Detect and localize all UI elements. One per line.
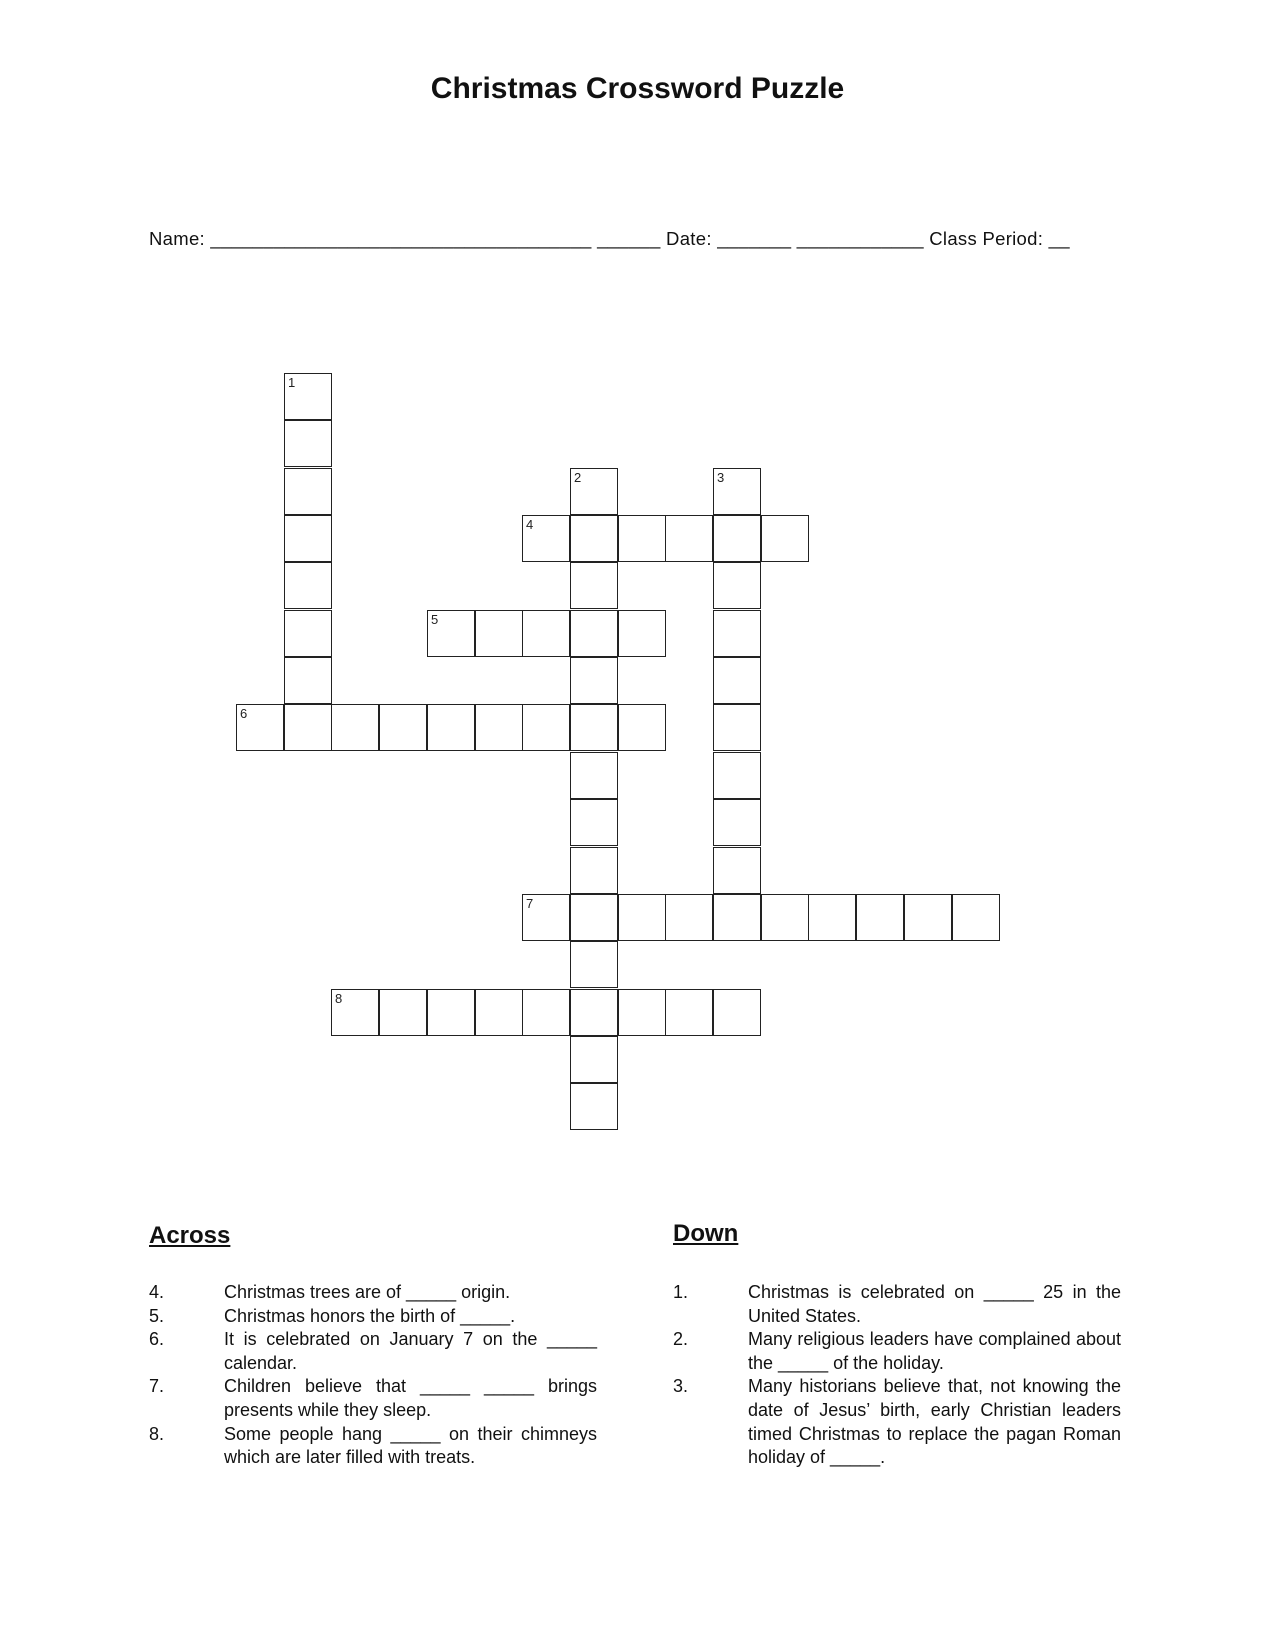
clue-text: Some people hang _____ on their chimneys which are later filled with treats.: [224, 1423, 597, 1468]
crossword-cell[interactable]: [284, 562, 332, 609]
across-clue: [149, 1281, 597, 1305]
crossword-cell[interactable]: [427, 704, 475, 751]
crossword-cell[interactable]: [236, 704, 284, 751]
crossword-cell[interactable]: [331, 989, 379, 1036]
crossword-cell[interactable]: [284, 515, 332, 562]
clue-start-number: 2: [574, 470, 582, 485]
clue-start-number: 5: [431, 612, 439, 627]
clue-start-number: 4: [526, 517, 534, 532]
clue-text: Christmas trees are of _____ origin.: [224, 1282, 511, 1302]
crossword-cell[interactable]: [427, 610, 475, 657]
crossword-cell[interactable]: [761, 515, 809, 562]
across-clue: [149, 1423, 597, 1470]
crossword-cell[interactable]: [284, 373, 332, 420]
across-clue: [149, 1305, 597, 1329]
clue-start-number: 7: [526, 896, 534, 911]
crossword-cell[interactable]: [522, 989, 570, 1036]
crossword-cell[interactable]: [284, 468, 332, 515]
crossword-cell[interactable]: [713, 515, 761, 562]
crossword-cell[interactable]: [570, 657, 618, 704]
crossword-cell[interactable]: [284, 420, 332, 467]
crossword-cell[interactable]: [570, 515, 618, 562]
crossword-cell[interactable]: [284, 610, 332, 657]
crossword-cell[interactable]: [522, 610, 570, 657]
down-clue-list: [673, 1281, 1121, 1470]
crossword-cell[interactable]: [475, 610, 523, 657]
crossword-cell[interactable]: [475, 989, 523, 1036]
crossword-cell[interactable]: [904, 894, 952, 941]
crossword-cell[interactable]: [427, 989, 475, 1036]
crossword-cell[interactable]: [713, 989, 761, 1036]
crossword-cell[interactable]: [522, 704, 570, 751]
crossword-cell[interactable]: [570, 847, 618, 894]
crossword-cell[interactable]: [808, 894, 856, 941]
crossword-cell[interactable]: [665, 989, 713, 1036]
clue-number: 3.: [673, 1376, 689, 1397]
crossword-cell[interactable]: [856, 894, 904, 941]
across-clue-list: [149, 1281, 597, 1470]
down-clue: [673, 1375, 1121, 1469]
down-clue: [673, 1328, 1121, 1375]
crossword-cell[interactable]: [618, 894, 666, 941]
crossword-cell[interactable]: [379, 704, 427, 751]
crossword-cell[interactable]: [570, 752, 618, 799]
clue-start-number: 6: [240, 706, 248, 721]
crossword-cell[interactable]: [713, 468, 761, 515]
crossword-cell[interactable]: [713, 752, 761, 799]
crossword-cell[interactable]: [713, 562, 761, 609]
page-title: Christmas Crossword Puzzle: [430, 72, 845, 105]
crossword-cell[interactable]: [570, 1083, 618, 1130]
clue-text: Christmas honors the birth of _____.: [224, 1305, 516, 1326]
clue-number: 1.: [673, 1282, 689, 1302]
crossword-cell[interactable]: [522, 894, 570, 941]
clue-text: Christmas is celebrated on _____ 25 in the United States.: [748, 1282, 1121, 1326]
crossword-cell[interactable]: [713, 847, 761, 894]
clue-start-number: 8: [335, 991, 343, 1006]
clue-text: Many religious leaders have complained about the _____ of the holiday.: [748, 1329, 1121, 1373]
crossword-cell[interactable]: [570, 799, 618, 846]
crossword-cell[interactable]: [570, 894, 618, 941]
clue-number: 6.: [149, 1329, 165, 1350]
crossword-cell[interactable]: [570, 704, 618, 751]
clue-number: 7.: [149, 1376, 165, 1397]
crossword-cell[interactable]: [952, 894, 1000, 941]
crossword-cell[interactable]: [713, 894, 761, 941]
across-clue: [149, 1328, 597, 1375]
crossword-cell[interactable]: [618, 515, 666, 562]
crossword-cell[interactable]: [570, 610, 618, 657]
clue-start-number: 1: [288, 375, 296, 390]
crossword-cell[interactable]: [618, 989, 666, 1036]
crossword-cell[interactable]: [570, 989, 618, 1036]
clue-text: Many historians believe that, not knowing the date of Jesus’ birth, early Christian leaders timed Christmas to replace the pagan Roman holiday of _____.: [748, 1376, 1121, 1468]
crossword-cell[interactable]: [570, 1036, 618, 1083]
crossword-cell[interactable]: [522, 515, 570, 562]
name-date-period-line: Name: ____________________________________ ______ Date: _______ ____________ Class Period: __: [149, 228, 1070, 249]
crossword-cell[interactable]: [570, 468, 618, 515]
crossword-cell[interactable]: [618, 704, 666, 751]
crossword-cell[interactable]: [284, 657, 332, 704]
crossword-cell[interactable]: [284, 704, 332, 751]
crossword-cell[interactable]: [475, 704, 523, 751]
crossword-cell[interactable]: [713, 657, 761, 704]
crossword-cell[interactable]: [713, 704, 761, 751]
clue-number: 4.: [149, 1282, 165, 1302]
clue-text: Children believe that _____ _____ brings presents while they sleep.: [224, 1376, 597, 1420]
clue-number: 5.: [149, 1305, 165, 1326]
clue-start-number: 3: [717, 470, 725, 485]
crossword-cell[interactable]: [713, 610, 761, 657]
across-clue: [149, 1375, 597, 1422]
crossword-cell[interactable]: [570, 941, 618, 988]
crossword-cell[interactable]: [665, 894, 713, 941]
crossword-cell[interactable]: [618, 610, 666, 657]
crossword-cell[interactable]: [379, 989, 427, 1036]
crossword-cell[interactable]: [713, 799, 761, 846]
down-clue: [673, 1281, 1121, 1328]
down-heading: Down: [673, 1220, 739, 1247]
clue-text: It is celebrated on January 7 on the _____ calendar.: [224, 1329, 597, 1373]
crossword-cell[interactable]: [570, 562, 618, 609]
crossword-cell[interactable]: [665, 515, 713, 562]
clue-number: 2.: [673, 1329, 689, 1350]
across-heading: Across: [149, 1222, 231, 1249]
crossword-cell[interactable]: [761, 894, 809, 941]
crossword-cell[interactable]: [331, 704, 379, 751]
clue-number: 8.: [149, 1423, 165, 1444]
